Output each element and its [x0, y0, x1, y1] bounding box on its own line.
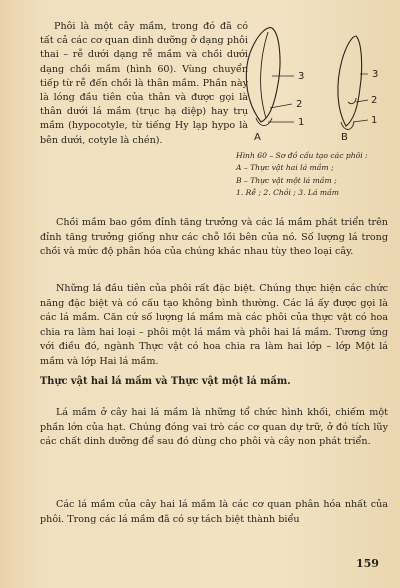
intro-paragraph: Phôi là một cây mầm, trong đó đã có tất cả các cơ quan dinh dưỡng ở dạng phôi thai – rễ dưới dạng rễ mầm và chồi dưới dạng chồi mầm (hình 60). Vùng chuyển tiếp từ rễ đến chồi là thân mầm. Phần này là lóng đầu tiên của thân và được gọi là thân dưới lá mầm (trục hạ diệp) hay trụ mầm (hypocotyle, từ tiếng Hy lạp hypo là bên dưới, cotyle là chén). — [40, 21, 248, 146]
embryo-diagram — [228, 22, 388, 142]
monocot-label-3: 3 — [372, 69, 379, 80]
monocot-leader-1 — [353, 120, 368, 122]
monocot-embryo-outline — [338, 36, 362, 126]
dicot-label-3: 3 — [298, 71, 305, 82]
figure-caption — [236, 150, 394, 200]
body-paragraph: Các lá mầm của cây hai lá mầm là các cơ quan phân hóa nhất của phôi. Trong các lá mầm đã có sự tách biệt thành biểu — [40, 499, 388, 525]
monocot-label-1: 1 — [371, 115, 378, 126]
body-paragraph: Chồi mầm bao gồm đỉnh tăng trưởng và các lá mầm phát triển trên đỉnh tăng trưởng giống như các chỗ lồi bên của nó. Số lượng lá trong chồi và mức độ phân hóa của chúng khác nhau tùy theo loại cây. — [40, 217, 388, 258]
body-paragraph: Lá mầm ở cây hai lá mầm là những tổ chức hình khối, chiếm một phần lớn của hạt. Chúng đóng vai trò các cơ quan dự trữ, ở đó tích lũy các chất dinh dưỡng để sau đó dùng cho phôi và cây non phát triển. — [40, 407, 388, 448]
dicot-label-2: 2 — [296, 99, 303, 110]
section-heading: Thực vật hai lá mầm và Thực vật một lá mầm. — [40, 376, 291, 387]
caption-item-a: A – Thực vật hai lá mầm ; — [236, 163, 334, 173]
monocot-shoot-notch — [348, 98, 356, 104]
panel-label-b: B — [341, 132, 348, 142]
dicot-cotyledon-line — [261, 32, 268, 118]
caption-legend: 1. Rễ ; 2. Chồi ; 3. Lá mầm — [236, 188, 339, 198]
monocot-root-tip — [341, 122, 354, 130]
panel-label-a: A — [254, 132, 261, 142]
body-paragraph: Những lá đầu tiên của phôi rất đặc biệt. Chúng thực hiện các chức năng đặc biệt và có cấu tạo không bình thường. Các lá ấy được gọi là các lá mầm. Căn cứ số lượng lá mầm mà các phôi của thực vật có hoa chia ra làm hai loại – phôi một lá mầm và phôi hai lá mầm. Tương ứng với điều đó, ngành Thực vật có hoa chia ra làm hai lớp – lớp Một lá mầm và lớp Hai lá mầm. — [40, 283, 388, 367]
monocot-label-2: 2 — [371, 95, 378, 106]
page-number: 159 — [356, 557, 379, 570]
dicot-label-1: 1 — [298, 117, 305, 128]
caption-item-b: B – Thực vật một lá mầm ; — [236, 175, 337, 185]
caption-title: Hình 60 – Sơ đồ cấu tạo các phôi : — [236, 151, 368, 160]
